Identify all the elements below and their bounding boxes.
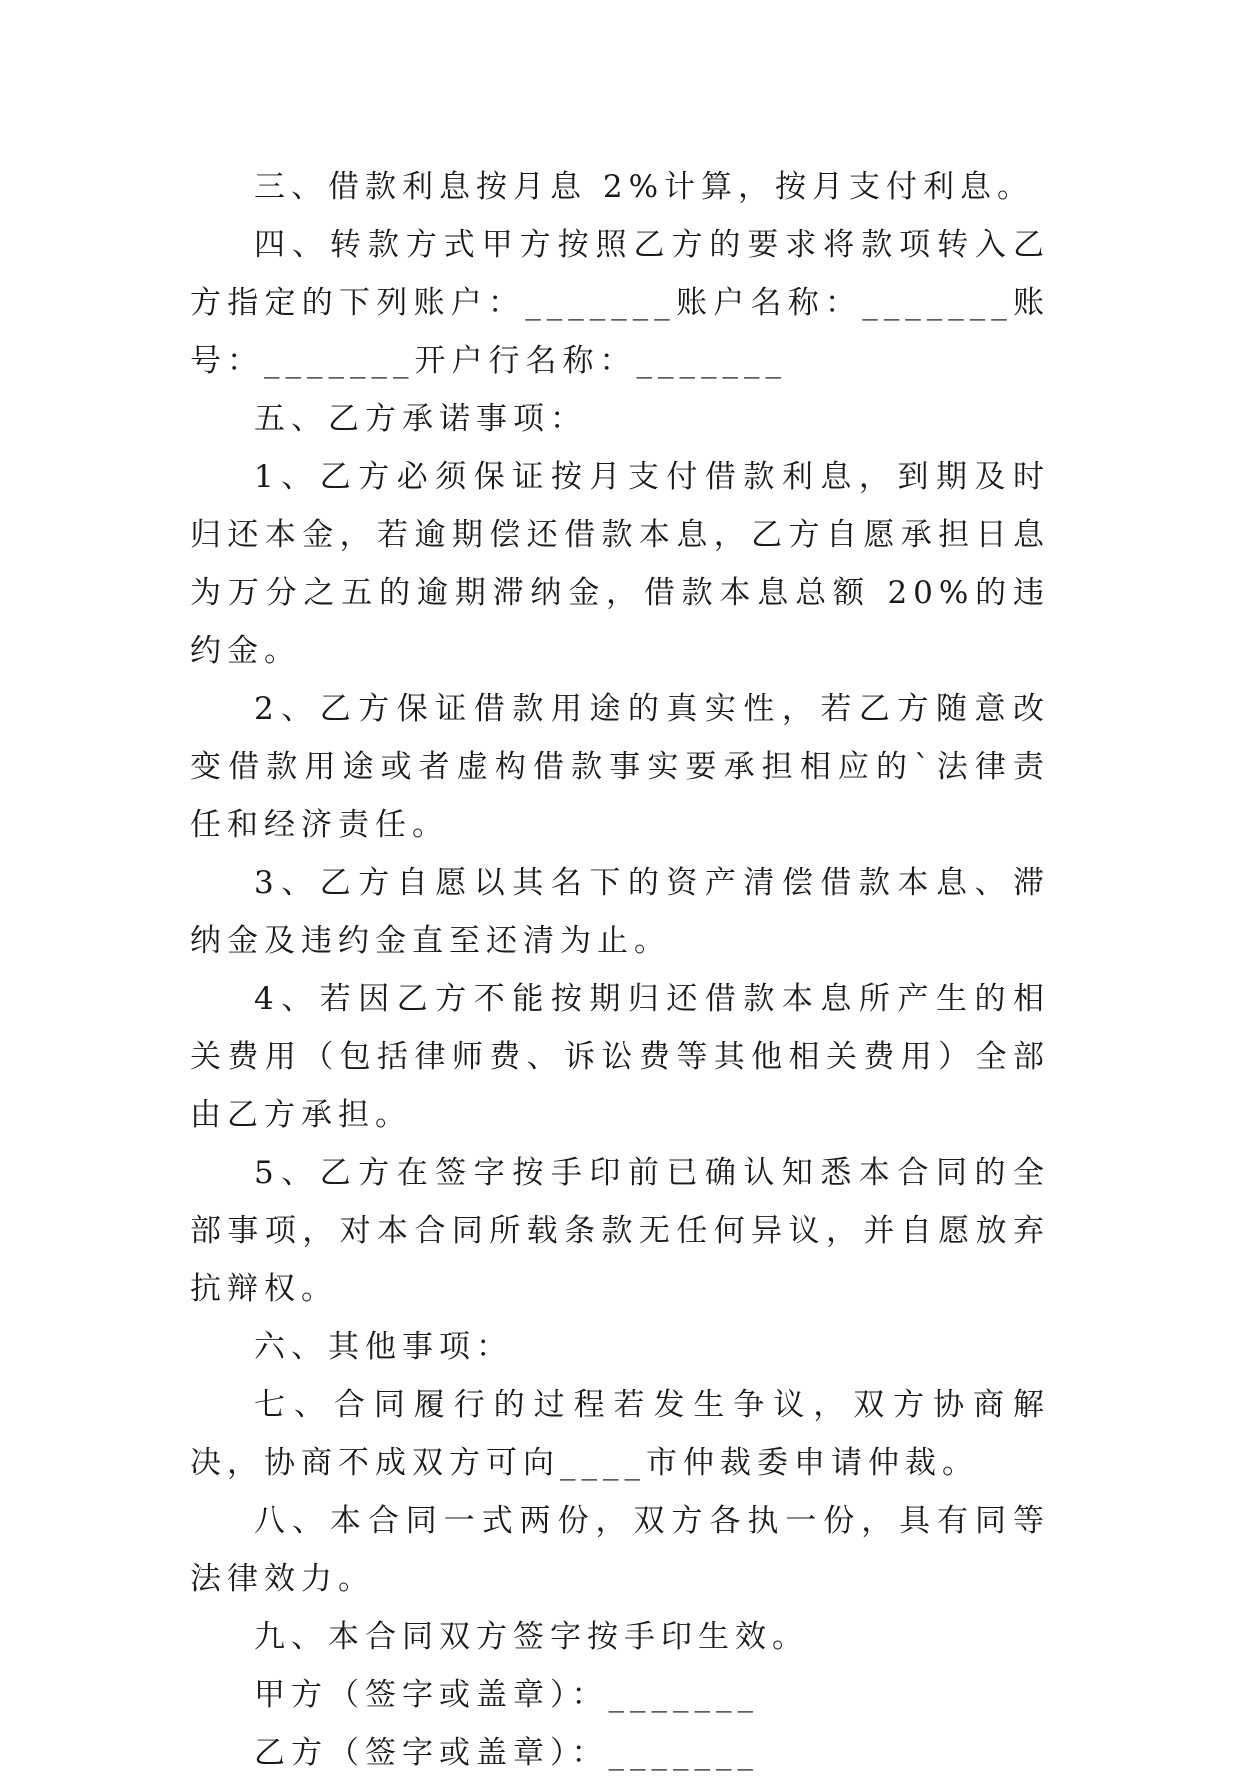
commitment-item-1: 1、乙方必须保证按月支付借款利息，到期及时归还本金，若逾期偿还借款本息，乙方自愿承担日息为万分之五的逾期滞纳金，借款本息总额 20%的违约金。: [190, 459, 1050, 669]
signature-party-a: 甲方（签字或盖章）：_______: [254, 1677, 759, 1713]
signature-party-b: 乙方（签字或盖章）：_______: [254, 1735, 759, 1771]
clause-borrower-commitments: 五、乙方承诺事项：: [254, 401, 587, 437]
document-body: [190, 158, 1050, 1782]
clause-other-matters: 六、其他事项：: [254, 1329, 513, 1365]
clause-interest: 三、借款利息按月息 2%计算，按月支付利息。: [254, 169, 1035, 205]
clause-effectiveness: 九、本合同双方签字按手印生效。: [254, 1619, 809, 1655]
commitment-item-3: 3、乙方自愿以其名下的资产清偿借款本息、滞纳金及违约金直至还清为止。: [190, 865, 1050, 959]
clause-dispute-resolution: 七、合同履行的过程若发生争议，双方协商解决，协商不成双方可向____市仲裁委申请仲裁。: [190, 1387, 1050, 1481]
commitment-item-5: 5、乙方在签字按手印前已确认知悉本合同的全部事项，对本合同所载条款无任何异议，并自愿放弃抗辩权。: [190, 1155, 1050, 1307]
commitment-item-2: 2、乙方保证借款用途的真实性，若乙方随意改变借款用途或者虚构借款事实要承担相应的`法律责任和经济责任。: [190, 691, 1050, 843]
clause-transfer-method: 四、转款方式甲方按照乙方的要求将款项转入乙方指定的下列账户：_______账户名称：_______账号：_______开户行名称：_______: [190, 227, 1050, 379]
clause-copies: 八、本合同一式两份，双方各执一份，具有同等法律效力。: [190, 1503, 1050, 1597]
commitment-item-4: 4、若因乙方不能按期归还借款本息所产生的相关费用（包括律师费、诉讼费等其他相关费用）全部由乙方承担。: [190, 981, 1050, 1133]
